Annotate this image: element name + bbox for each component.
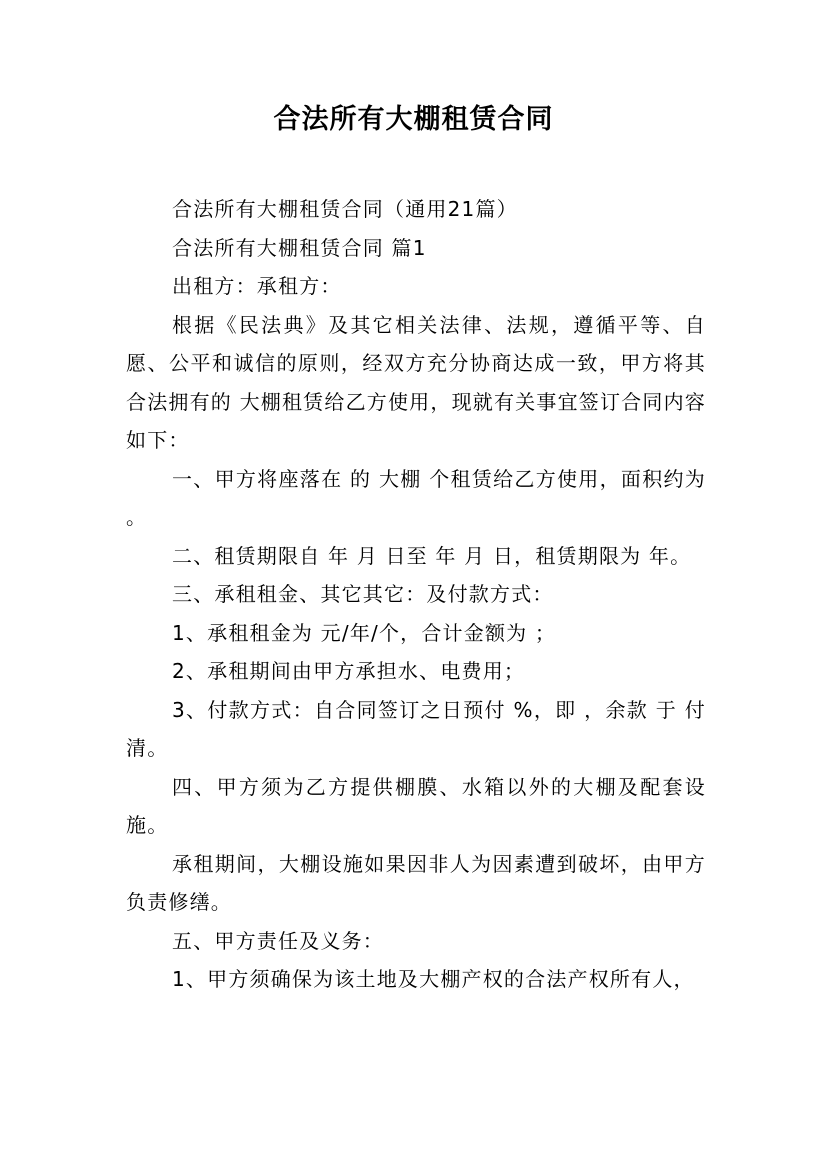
paragraph-parties: 出租方：承租方：: [172, 274, 342, 298]
document-body: [126, 190, 706, 999]
paragraph-subtitle: 合法所有大棚租赁合同（通用21篇）: [172, 197, 518, 221]
paragraph-section-heading: 合法所有大棚租赁合同 篇1: [172, 235, 427, 260]
paragraph-clause-4-repair: 承租期间，大棚设施如果因非人为因素遭到破坏，由甲方负责修缮。: [126, 851, 706, 914]
document-title: 合法所有大棚租赁合同: [273, 104, 554, 135]
paragraph-clause-2: 二、租赁期限自 年 月 日至 年 月 日，租赁期限为 年。: [172, 543, 692, 568]
paragraph-clause-1: 一、甲方将座落在 的 大棚 个租赁给乙方使用，面积约为 。: [126, 466, 706, 529]
paragraph-preamble: 根据《民法典》及其它相关法律、法规，遵循平等、自愿、公平和诚信的原则，经双方充分协商达成一致，甲方将其合法拥有的 大棚租赁给乙方使用，现就有关事宜签订合同内容如下：: [126, 312, 706, 452]
paragraph-clause-5-item-1: 1、甲方须确保为该土地及大棚产权的合法产权所有人，: [172, 967, 695, 991]
paragraph-clause-3-item-1: 1、承租租金为 元/年/个，合计金额为 ；: [172, 620, 557, 645]
paragraph-clause-4: 四、甲方须为乙方提供棚膜、水箱以外的大棚及配套设施。: [126, 774, 706, 837]
paragraph-clause-3-item-2: 2、承租期间由甲方承担水、电费用；: [172, 659, 526, 683]
paragraph-clause-5: 五、甲方责任及义务：: [172, 928, 384, 953]
paragraph-clause-3: 三、承租租金、其它其它：及付款方式：: [172, 582, 554, 606]
paragraph-clause-3-item-3: 3、付款方式：自合同签订之日预付 %，即 ，余款 于 付清。: [126, 697, 706, 760]
